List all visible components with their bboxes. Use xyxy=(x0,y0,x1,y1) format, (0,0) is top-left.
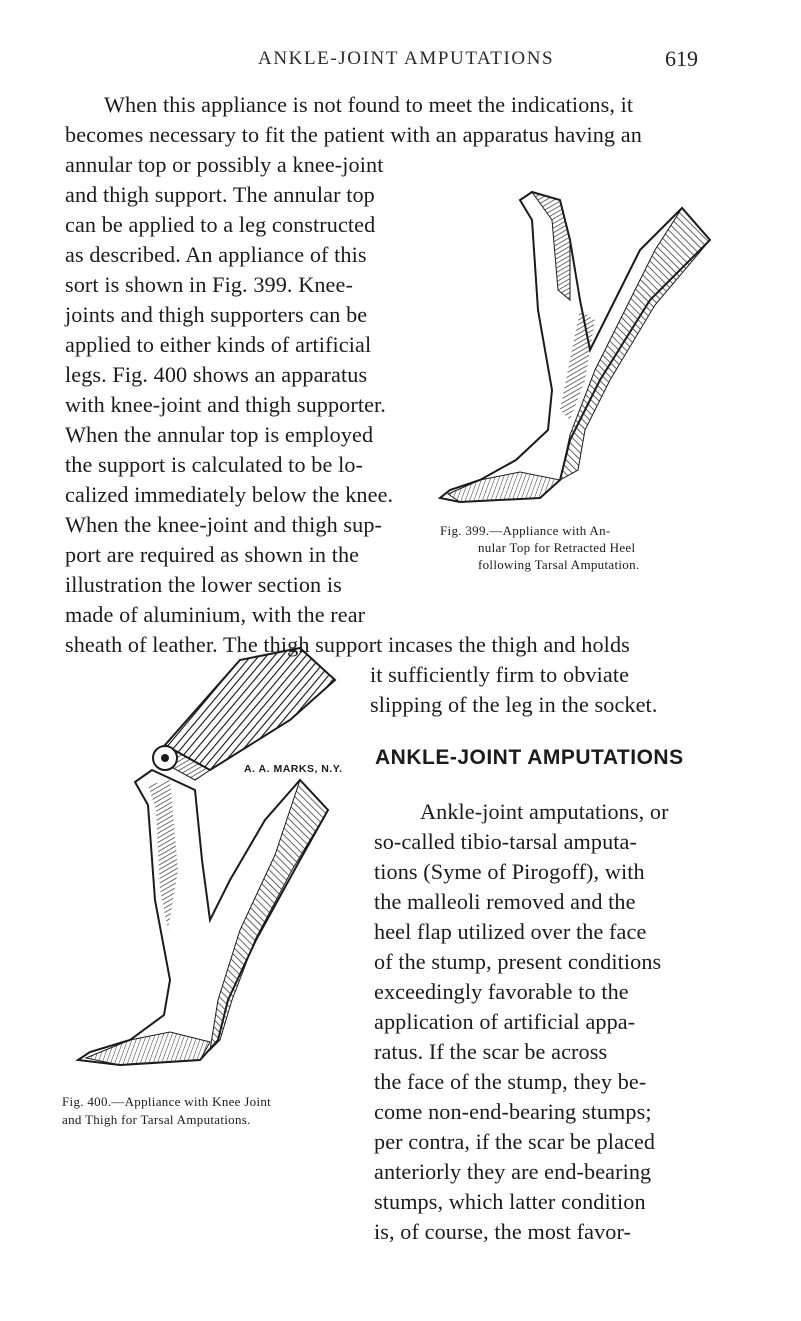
text-line: annular top or possibly a knee-joint xyxy=(65,152,384,177)
text-line: can be applied to a leg constructed xyxy=(65,212,376,237)
text-line: anteriorly they are end-bearing xyxy=(374,1159,652,1184)
text-line: becomes necessary to fit the patient with an apparatus having an xyxy=(65,122,642,147)
text-line: so-called tibio-tarsal amputa- xyxy=(374,829,637,854)
page-number: 619 xyxy=(665,46,698,71)
text-line: calized immediately below the knee. xyxy=(65,482,394,507)
running-head: ANKLE-JOINT AMPUTATIONS xyxy=(258,48,555,69)
caption-line: nular Top for Retracted Heel xyxy=(478,540,636,555)
fig-399-illustration xyxy=(420,180,760,510)
text-line: When this appliance is not found to meet the indications, it xyxy=(104,92,634,117)
text-line: When the knee-joint and thigh sup- xyxy=(65,512,383,537)
engraver-mark: A. A. MARKS, N.Y. xyxy=(244,763,343,775)
text-line: When the annular top is employed xyxy=(65,422,374,447)
text-line: as described. An appliance of this xyxy=(65,242,367,267)
artificial-leg-with-thigh-support-illustration-icon xyxy=(60,640,360,1080)
text-line: tions (Syme of Pirogoff), with xyxy=(374,859,645,884)
artificial-leg-illustration-icon xyxy=(420,180,760,510)
text-line: legs. Fig. 400 shows an apparatus xyxy=(65,362,368,387)
fig-400-illustration xyxy=(60,640,360,1080)
page-header xyxy=(0,46,801,76)
text-line: illustration the lower section is xyxy=(65,572,342,597)
text-line: applied to either kinds of artificial xyxy=(65,332,372,357)
text-line: exceedingly favorable to the xyxy=(374,979,629,1004)
text-line: made of aluminium, with the rear xyxy=(65,602,366,627)
caption-line: following Tarsal Amputation. xyxy=(478,557,640,572)
section-heading: ANKLE-JOINT AMPUTATIONS xyxy=(375,746,684,769)
text-line: sort is shown in Fig. 399. Knee- xyxy=(65,272,353,297)
text-line: joints and thigh supporters can be xyxy=(65,302,368,327)
caption-line: Fig. 400.—Appliance with Knee Joint xyxy=(62,1094,272,1109)
caption-line: Fig. 399.—Appliance with An- xyxy=(440,523,611,538)
text-line: and thigh support. The annular top xyxy=(65,182,375,207)
text-line: the face of the stump, they be- xyxy=(374,1069,647,1094)
text-line: heel flap utilized over the face xyxy=(374,919,647,944)
text-line: with knee-joint and thigh supporter. xyxy=(65,392,386,417)
text-line: slipping of the leg in the socket. xyxy=(370,692,658,717)
text-line: sheath of leather. The thigh support incases the thigh and holds xyxy=(65,632,630,657)
text-line: is, of course, the most favor- xyxy=(374,1219,632,1244)
text-line: of the stump, present conditions xyxy=(374,949,662,974)
text-line: stumps, which latter condition xyxy=(374,1189,646,1214)
text-line: ratus. If the scar be across xyxy=(374,1039,608,1064)
text-line: come non-end-bearing stumps; xyxy=(374,1099,652,1124)
text-line: application of artificial appa- xyxy=(374,1009,636,1034)
caption-line: and Thigh for Tarsal Amputations. xyxy=(62,1112,251,1127)
text-line: Ankle-joint amputations, or xyxy=(420,799,669,824)
text-line: the support is calculated to be lo- xyxy=(65,452,364,477)
text-line: the malleoli removed and the xyxy=(374,889,636,914)
text-line: it sufficiently firm to obviate xyxy=(370,662,630,687)
text-line: per contra, if the scar be placed xyxy=(374,1129,656,1154)
text-line: port are required as shown in the xyxy=(65,542,360,567)
